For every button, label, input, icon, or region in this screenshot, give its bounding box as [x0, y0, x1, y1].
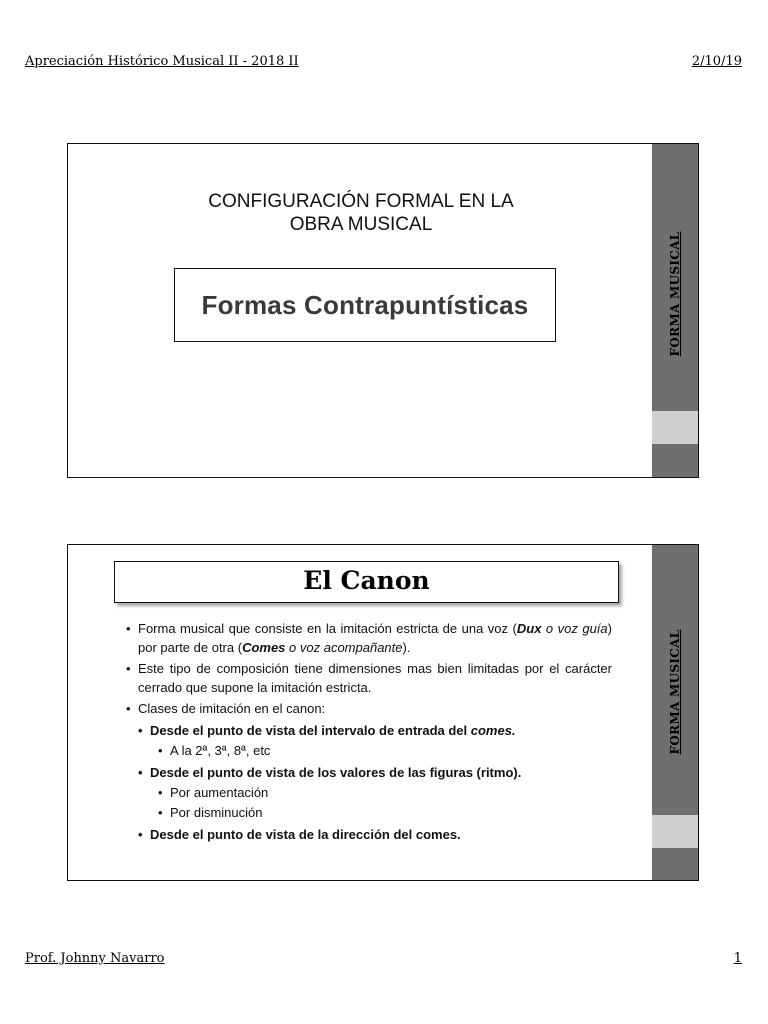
bullet-classes: • Clases de imitación en el canon: [126, 699, 612, 718]
sidebar-label: FORMA MUSICAL [668, 231, 682, 357]
slide-2-title-box [114, 561, 619, 603]
sidebar-label: FORMA MUSICAL [668, 629, 682, 755]
slide-1-title: CONFIGURACIÓN FORMAL EN LA OBRA MUSICAL [208, 191, 514, 235]
slide-1-subtitle-box [174, 268, 556, 342]
sidebar-accent [652, 815, 698, 848]
slide-1-subtitle: Formas Contrapuntísticas [201, 289, 529, 320]
slide-2-sidebar [652, 545, 698, 880]
sub-sub-bullet-intervals: • A la 2ª, 3ª, 8ª, etc [158, 741, 612, 760]
slide-1 [67, 143, 699, 478]
sub-bullet-rhythm: • Desde el punto de vista de los valores de las figuras (ritmo). [138, 763, 612, 782]
bullet-definition: • Forma musical que consiste en la imitación estricta de una voz (Dux o voz guía) por parte de otra (Comes o voz acompañante). [126, 619, 612, 657]
sub-sub-bullet-augmentation: • Por aumentación [158, 783, 612, 802]
slide-2 [67, 544, 699, 881]
sub-sub-bullet-diminution: • Por disminución [158, 803, 612, 822]
page-number: 1 [733, 951, 742, 966]
bullet-dimensions: • Este tipo de composición tiene dimensiones mas bien limitadas por el carácter cerrado que supone la imitación estricta. [126, 659, 612, 697]
slide-2-title: El Canon [303, 566, 430, 595]
course-header: Apreciación Histórico Musical II - 2018 II [25, 54, 299, 69]
date-header: 2/10/19 [691, 54, 742, 69]
bullet-list [126, 619, 612, 844]
sub-bullet-direction: • Desde el punto de vista de la dirección del comes. [138, 825, 612, 844]
slide-1-sidebar [652, 144, 698, 477]
sub-bullet-interval: • Desde el punto de vista del intervalo de entrada del comes. [138, 721, 612, 740]
professor-footer: Prof. Johnny Navarro [25, 951, 165, 966]
sidebar-accent [652, 411, 698, 444]
